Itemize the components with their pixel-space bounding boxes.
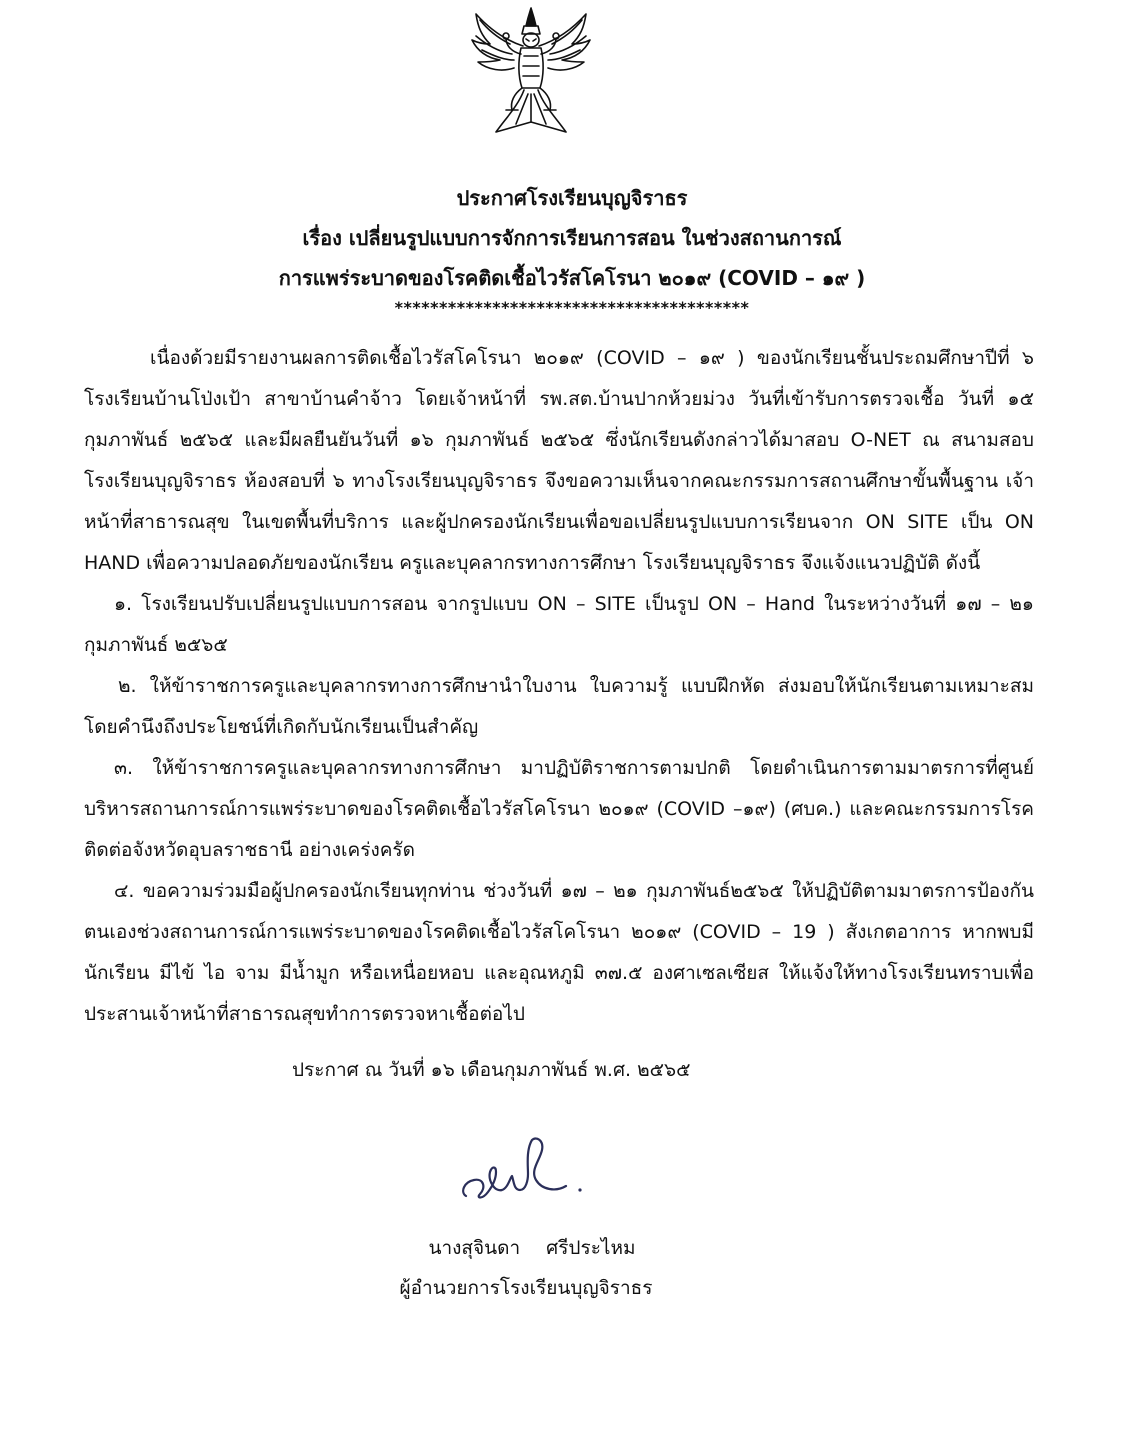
list-item: ๓. ให้ข้าราชการครูและบุคลากรทางการศึกษา มาปฏิบัติราชการตามปกติ โดยดำเนินการตามมาตรการที่ศูนย์บริหารสถานการณ์การแพร่ระบาดของโรคติดเชื้อไวรัสโคโรนา ๒๐๑๙ (COVID –๑๙) (ศบค.) และคณะกรรมการโรคติดต่อจังหวัดอุบลราชธานี อย่างเคร่งครัด: [84, 757, 1034, 861]
announcement-subject-cont: การแพร่ระบาดของโรคติดเชื้อไวรัสโคโรนา ๒๐๑๙ (COVID – ๑๙ ): [278, 266, 866, 290]
announcement-header: [0, 178, 1144, 298]
signer-surname: ศรีประไหม: [546, 1237, 636, 1259]
intro-paragraph: เนื่องด้วยมีรายงานผลการติดเชื้อไวรัสโคโรนา ๒๐๑๙ (COVID – ๑๙ ) ของนักเรียนชั้นประถมศึกษาปีที่ ๖ โรงเรียนบ้านโป่งเป้า สาขาบ้านคำจ้าว โดยเจ้าหน้าที่ รพ.สต.บ้านปากห้วยม่วง วันที่เข้ารับการตรวจเชื้อ วันที่ ๑๕ กุมภาพันธ์ ๒๕๖๕ และมีผลยืนยันวันที่ ๑๖ กุมภาพันธ์ ๒๕๖๕ ซึ่งนักเรียนดังกล่าวได้มาสอบ O-NET ณ สนามสอบ โรงเรียนบุญจิราธร ห้องสอบที่ ๖ ทางโรงเรียนบุญจิราธร จึงขอความเห็นจากคณะกรรมการสถานศึกษาขั้นพื้นฐาน เจ้าหน้าที่สาธารณสุข ในเขตพื้นที่บริการ และผู้ปกครองนักเรียนเพื่อขอเปลี่ยนรูปแบบการเรียนจาก ON SITE เป็น ON HAND เพื่อความปลอดภัยของนักเรียน ครูและบุคลากรทางการศึกษา โรงเรียนบุญจิราธร จึงแจ้งแนวปฏิบัติ ดังนี้: [84, 347, 1034, 574]
signature-icon: [456, 1126, 596, 1206]
garuda-emblem-icon: [466, 6, 596, 136]
separator-line: ****************************************: [394, 298, 750, 317]
announcement-date: ประกาศ ณ วันที่ ๑๖ เดือนกุมภาพันธ์ พ.ศ. ๒๕๖๕: [292, 1059, 691, 1081]
signer-name: [0, 1228, 1064, 1268]
list-item: ๔. ขอความร่วมมือผู้ปกครองนักเรียนทุกท่าน ช่วงวันที่ ๑๗ – ๒๑ กุมภาพันธ์๒๕๖๕ ให้ปฏิบัติตามมาตรการป้องกันตนเองช่วงสถานการณ์การแพร่ระบาดของโรคติดเชื้อไวรัสโคโรนา ๒๐๑๙ (COVID – 19 ) สังเกตอาการ หากพบมีนักเรียน มีไข้ ไอ จาม มีน้ำมูก หรือเหนื่อยหอบ และอุณหภูมิ ๓๗.๕ องศาเซลเซียส ให้แจ้งให้ทางโรงเรียนทราบเพื่อประสานเจ้าหน้าที่สาธารณสุขทำการตรวจหาเชื้อต่อไป: [84, 880, 1034, 1025]
list-item: ๒. ให้ข้าราชการครูและบุคลากรทางการศึกษานำใบงาน ใบความรู้ แบบฝึกหัด ส่งมอบให้นักเรียนตามเหมาะสม โดยคำนึงถึงประโยชน์ที่เกิดกับนักเรียนเป็นสำคัญ: [84, 675, 1034, 738]
signer-first-name: นางสุจินดา: [428, 1237, 521, 1259]
signer-position: ผู้อำนวยการโรงเรียนบุญจิราธร: [399, 1277, 653, 1299]
list-item: ๑. โรงเรียนปรับเปลี่ยนรูปแบบการสอน จากรูปแบบ ON – SITE เป็นรูป ON – Hand ในระหว่างวันที่ ๑๗ – ๒๑ กุมภาพันธ์ ๒๕๖๕: [84, 593, 1034, 656]
announcement-title: ประกาศโรงเรียนบุญจิราธร: [456, 186, 688, 210]
announcement-subject: เรื่อง เปลี่ยนรูปแบบการจักการเรียนการสอน ในช่วงสถานการณ์: [302, 226, 842, 250]
announcement-body: [84, 338, 1034, 1035]
